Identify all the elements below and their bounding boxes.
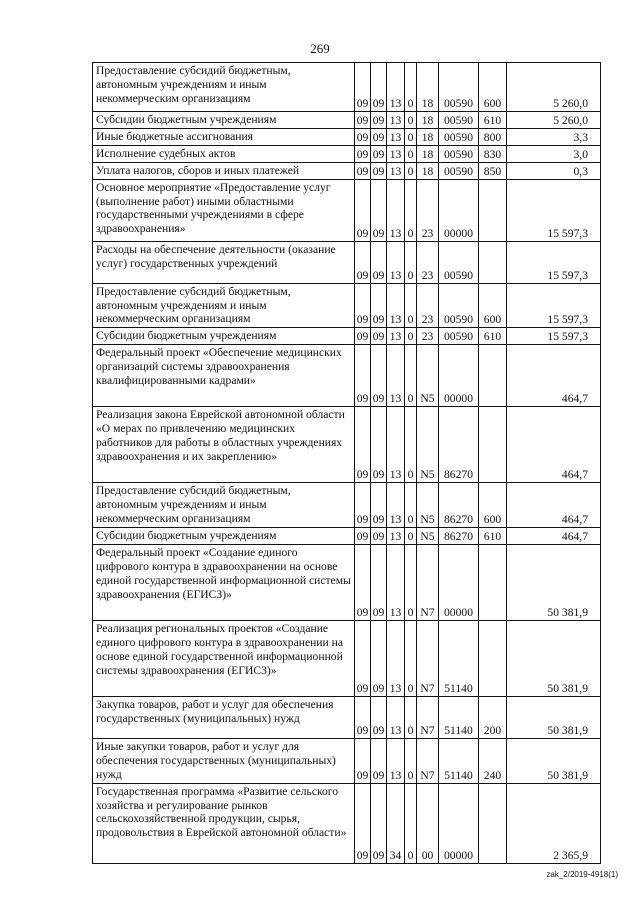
- expense-type-code: 600: [479, 63, 507, 112]
- event-code: 18: [417, 162, 439, 179]
- subprogram-code: 0: [405, 63, 417, 112]
- expense-type-code: [479, 783, 507, 863]
- table-row: [93, 241, 601, 283]
- subprogram-code: 0: [405, 620, 417, 696]
- amount: 50 381,9: [507, 620, 601, 696]
- amount: 15 597,3: [507, 241, 601, 283]
- program-code: 13: [387, 696, 405, 738]
- direction-code: 00590: [439, 128, 479, 145]
- section-code: 09: [355, 527, 371, 544]
- expense-type-code: 600: [479, 483, 507, 528]
- event-code: N7: [417, 738, 439, 783]
- section-code: 09: [355, 145, 371, 162]
- amount: 2 365,9: [507, 783, 601, 863]
- table-row: [93, 179, 601, 241]
- expense-type-code: [479, 620, 507, 696]
- section-code: 09: [355, 179, 371, 241]
- event-code: 18: [417, 128, 439, 145]
- amount: 3,0: [507, 145, 601, 162]
- event-code: 23: [417, 283, 439, 328]
- subprogram-code: 0: [405, 128, 417, 145]
- row-name: Субсидии бюджетным учреждениям: [93, 527, 355, 544]
- event-code: 23: [417, 328, 439, 345]
- event-code: N5: [417, 483, 439, 528]
- table-row: [93, 407, 601, 483]
- direction-code: 00000: [439, 179, 479, 241]
- section-code: 09: [355, 112, 371, 129]
- section-code: 09: [355, 696, 371, 738]
- program-code: 13: [387, 112, 405, 129]
- expense-type-code: 850: [479, 162, 507, 179]
- subprogram-code: 0: [405, 328, 417, 345]
- event-code: 18: [417, 63, 439, 112]
- table-row: [93, 345, 601, 407]
- direction-code: 86270: [439, 527, 479, 544]
- subsection-code: 09: [371, 145, 387, 162]
- expense-type-code: [479, 544, 507, 620]
- amount: 50 381,9: [507, 738, 601, 783]
- subsection-code: 09: [371, 241, 387, 283]
- section-code: 09: [355, 128, 371, 145]
- subprogram-code: 0: [405, 407, 417, 483]
- direction-code: 00000: [439, 345, 479, 407]
- direction-code: 51140: [439, 696, 479, 738]
- program-code: 13: [387, 544, 405, 620]
- expense-type-code: [479, 407, 507, 483]
- row-name: Иные бюджетные ассигнования: [93, 128, 355, 145]
- row-name: Иные закупки товаров, работ и услуг для обеспечения государственных (муниципальных) нужд: [93, 738, 355, 783]
- program-code: 13: [387, 283, 405, 328]
- table-row: [93, 783, 601, 863]
- section-code: 09: [355, 345, 371, 407]
- direction-code: 00590: [439, 162, 479, 179]
- row-name: Расходы на обеспечение деятельности (оказание услуг) государственных учреждений: [93, 241, 355, 283]
- subprogram-code: 0: [405, 283, 417, 328]
- program-code: 13: [387, 483, 405, 528]
- subprogram-code: 0: [405, 179, 417, 241]
- subsection-code: 09: [371, 128, 387, 145]
- table-row: [93, 112, 601, 129]
- subsection-code: 09: [371, 179, 387, 241]
- expense-type-code: 800: [479, 128, 507, 145]
- section-code: 09: [355, 162, 371, 179]
- expense-type-code: 240: [479, 738, 507, 783]
- program-code: 13: [387, 128, 405, 145]
- section-code: 09: [355, 544, 371, 620]
- event-code: 18: [417, 145, 439, 162]
- table-row: [93, 738, 601, 783]
- subsection-code: 09: [371, 738, 387, 783]
- subsection-code: 09: [371, 783, 387, 863]
- amount: 464,7: [507, 527, 601, 544]
- direction-code: 00590: [439, 241, 479, 283]
- program-code: 13: [387, 345, 405, 407]
- program-code: 13: [387, 620, 405, 696]
- program-code: 13: [387, 63, 405, 112]
- direction-code: 00590: [439, 63, 479, 112]
- table-row: [93, 283, 601, 328]
- event-code: 23: [417, 241, 439, 283]
- direction-code: 00000: [439, 544, 479, 620]
- expense-type-code: 600: [479, 283, 507, 328]
- event-code: N7: [417, 544, 439, 620]
- row-name: Уплата налогов, сборов и иных платежей: [93, 162, 355, 179]
- section-code: 09: [355, 738, 371, 783]
- subsection-code: 09: [371, 620, 387, 696]
- program-code: 13: [387, 145, 405, 162]
- direction-code: 51140: [439, 620, 479, 696]
- row-name: Субсидии бюджетным учреждениям: [93, 328, 355, 345]
- table-row: [93, 620, 601, 696]
- row-name: Закупка товаров, работ и услуг для обеспечения государственных (муниципальных) нужд: [93, 696, 355, 738]
- subprogram-code: 0: [405, 544, 417, 620]
- program-code: 13: [387, 328, 405, 345]
- row-name: Основное мероприятие «Предоставление услуг (выполнение работ) иными областными государственными учреждениями в сфере здравоохранения»: [93, 179, 355, 241]
- budget-table: [92, 62, 601, 864]
- expense-type-code: 830: [479, 145, 507, 162]
- document-code: zak_2/2019-4918(1): [546, 870, 618, 879]
- row-name: Государственная программа «Развитие сельского хозяйства и регулирование рынков сельскохозяйственной продукции, сырья, продовольствия в Еврейской автономной области»: [93, 783, 355, 863]
- direction-code: 00590: [439, 328, 479, 345]
- row-name: Федеральный проект «Создание единого цифрового контура в здравоохранении на основе единой государственной информационной системы здравоохранения (ЕГИСЗ)»: [93, 544, 355, 620]
- section-code: 09: [355, 283, 371, 328]
- subsection-code: 09: [371, 112, 387, 129]
- table-row: [93, 544, 601, 620]
- subprogram-code: 0: [405, 738, 417, 783]
- amount: 0,3: [507, 162, 601, 179]
- subprogram-code: 0: [405, 483, 417, 528]
- direction-code: 00590: [439, 112, 479, 129]
- event-code: 00: [417, 783, 439, 863]
- expense-type-code: [479, 345, 507, 407]
- section-code: 09: [355, 620, 371, 696]
- amount: 5 260,0: [507, 63, 601, 112]
- event-code: N7: [417, 620, 439, 696]
- program-code: 13: [387, 527, 405, 544]
- amount: 50 381,9: [507, 544, 601, 620]
- amount: 15 597,3: [507, 179, 601, 241]
- subprogram-code: 0: [405, 527, 417, 544]
- expense-type-code: [479, 241, 507, 283]
- direction-code: 86270: [439, 407, 479, 483]
- expense-type-code: 610: [479, 527, 507, 544]
- table-row: [93, 63, 601, 112]
- subprogram-code: 0: [405, 162, 417, 179]
- direction-code: 86270: [439, 483, 479, 528]
- table-row: [93, 145, 601, 162]
- section-code: 09: [355, 328, 371, 345]
- table-row: [93, 483, 601, 528]
- event-code: 18: [417, 112, 439, 129]
- subsection-code: 09: [371, 283, 387, 328]
- table-row: [93, 162, 601, 179]
- program-code: 13: [387, 241, 405, 283]
- table-row: [93, 696, 601, 738]
- row-name: Предоставление субсидий бюджетным, автономным учреждениям и иным некоммерческим организациям: [93, 63, 355, 112]
- subsection-code: 09: [371, 483, 387, 528]
- section-code: 09: [355, 63, 371, 112]
- amount: 3,3: [507, 128, 601, 145]
- subsection-code: 09: [371, 162, 387, 179]
- direction-code: 00590: [439, 145, 479, 162]
- program-code: 13: [387, 407, 405, 483]
- subprogram-code: 0: [405, 696, 417, 738]
- row-name: Субсидии бюджетным учреждениям: [93, 112, 355, 129]
- expense-type-code: 610: [479, 328, 507, 345]
- direction-code: 00000: [439, 783, 479, 863]
- subsection-code: 09: [371, 328, 387, 345]
- program-code: 34: [387, 783, 405, 863]
- expense-type-code: 200: [479, 696, 507, 738]
- table-row: [93, 328, 601, 345]
- table-row: [93, 527, 601, 544]
- event-code: N7: [417, 696, 439, 738]
- event-code: 23: [417, 179, 439, 241]
- amount: 464,7: [507, 407, 601, 483]
- row-name: Предоставление субсидий бюджетным, автономным учреждениям и иным некоммерческим организациям: [93, 483, 355, 528]
- amount: 15 597,3: [507, 328, 601, 345]
- section-code: 09: [355, 783, 371, 863]
- program-code: 13: [387, 179, 405, 241]
- subprogram-code: 0: [405, 145, 417, 162]
- subprogram-code: 0: [405, 112, 417, 129]
- subsection-code: 09: [371, 63, 387, 112]
- page-number: 269: [310, 41, 330, 56]
- program-code: 13: [387, 738, 405, 783]
- subprogram-code: 0: [405, 345, 417, 407]
- row-name: Реализация региональных проектов «Создание единого цифрового контура в здравоохранении на основе единой государственной информационной системы здравоохранения (ЕГИСЗ)»: [93, 620, 355, 696]
- section-code: 09: [355, 407, 371, 483]
- section-code: 09: [355, 241, 371, 283]
- amount: 464,7: [507, 345, 601, 407]
- subsection-code: 09: [371, 345, 387, 407]
- row-name: Федеральный проект «Обеспечение медицинских организаций системы здравоохранения квалифицированными кадрами»: [93, 345, 355, 407]
- subprogram-code: 0: [405, 241, 417, 283]
- direction-code: 00590: [439, 283, 479, 328]
- expense-type-code: [479, 179, 507, 241]
- subsection-code: 09: [371, 527, 387, 544]
- amount: 464,7: [507, 483, 601, 528]
- program-code: 13: [387, 162, 405, 179]
- amount: 50 381,9: [507, 696, 601, 738]
- event-code: N5: [417, 527, 439, 544]
- amount: 15 597,3: [507, 283, 601, 328]
- event-code: N5: [417, 345, 439, 407]
- subprogram-code: 0: [405, 783, 417, 863]
- row-name: Предоставление субсидий бюджетным, автономным учреждениям и иным некоммерческим организациям: [93, 283, 355, 328]
- direction-code: 51140: [439, 738, 479, 783]
- table-row: [93, 128, 601, 145]
- row-name: Реализация закона Еврейской автономной области «О мерах по привлечению медицинских работников для работы в областных учреждениях здравоохранения и их закреплению»: [93, 407, 355, 483]
- event-code: N5: [417, 407, 439, 483]
- section-code: 09: [355, 483, 371, 528]
- subsection-code: 09: [371, 696, 387, 738]
- expense-type-code: 610: [479, 112, 507, 129]
- amount: 5 260,0: [507, 112, 601, 129]
- subsection-code: 09: [371, 407, 387, 483]
- subsection-code: 09: [371, 544, 387, 620]
- row-name: Исполнение судебных актов: [93, 145, 355, 162]
